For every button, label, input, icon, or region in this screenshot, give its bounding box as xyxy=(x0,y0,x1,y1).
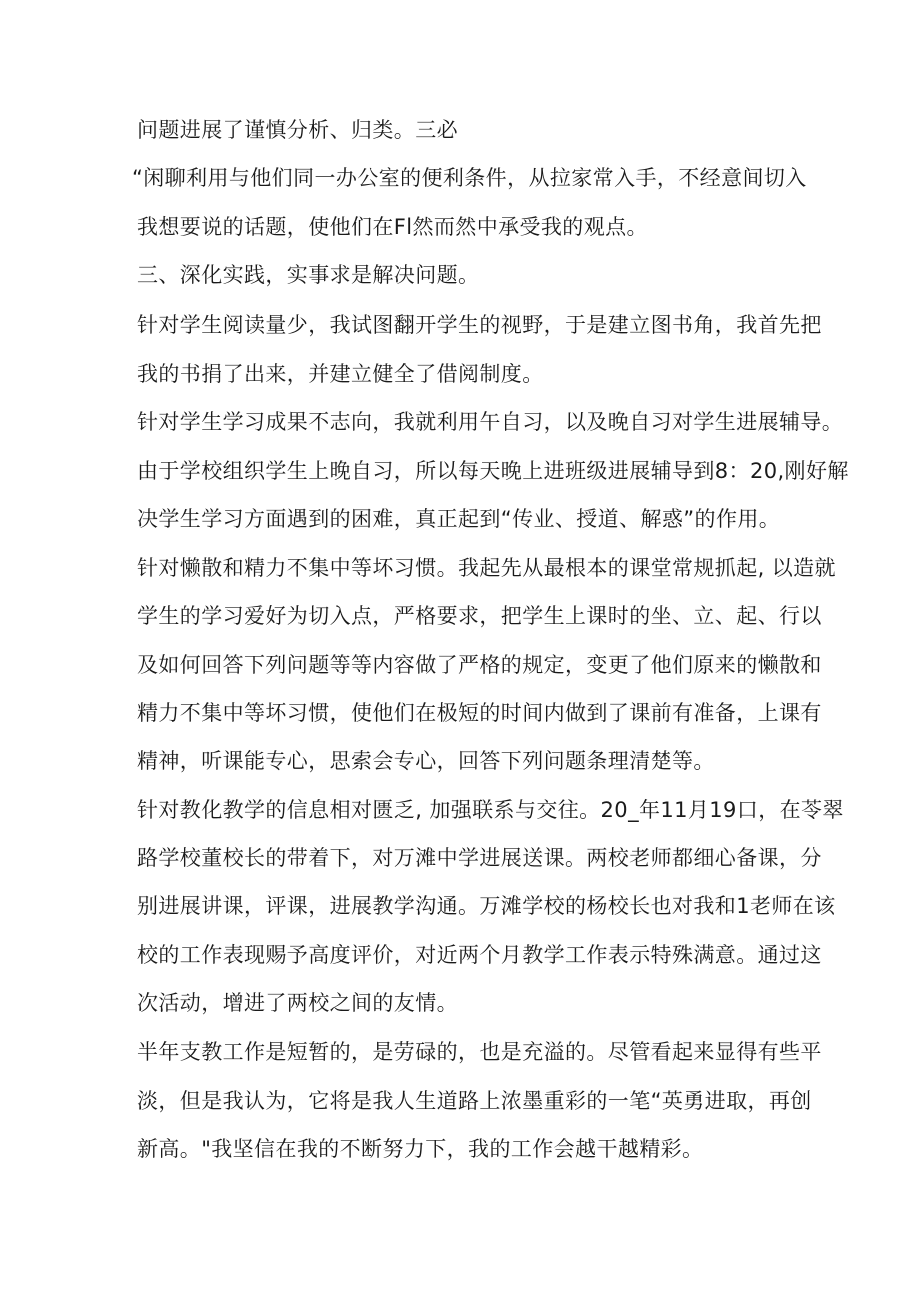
text-line: 次活动，增进了两校之间的友情。 xyxy=(137,991,458,1015)
text-line: “闲聊利用与他们同一办公室的便利条件，从拉家常入手，不经意间切入 xyxy=(132,166,807,190)
text-line: 我想要说的话题，使他们在Fl然而然中承受我的观点。 xyxy=(137,215,648,239)
text-line: 针对学生学习成果不志向，我就利用午自习，以及晚自习对学生进展辅导。 xyxy=(137,410,844,434)
text-line: 三、深化实践，实事求是解决问题。 xyxy=(137,263,480,287)
text-line: 淡，但是我认为，它将是我人生道路上浓墨重彩的一笔“英勇进取，再创 xyxy=(137,1089,812,1113)
text-line: 校的工作表现赐予高度评价，对近两个月教学工作表示特殊满意。通过这 xyxy=(137,943,822,967)
text-line: 由于学校组织学生上晚自习，所以每天晚上进班级进展辅导到8：20,刚好解 xyxy=(137,459,849,483)
text-line: 别进展讲课，评课，进展教学沟通。万滩学校的杨校长也对我和1老师在该 xyxy=(137,894,836,918)
text-line: 新高。"我坚信在我的不断努力下，我的工作会越干越精彩。 xyxy=(137,1137,704,1161)
text-line: 精力不集中等坏习惯，使他们在极短的时间内做到了课前有准备，上课有 xyxy=(137,701,822,725)
text-line: 学生的学习爱好为切入点，严格要求，把学生上课时的坐、立、起、行以 xyxy=(137,604,822,628)
text-line: 针对教化教学的信息相对匮乏, 加强联系与交往。20_年11月19口，在苓翠 xyxy=(137,798,844,822)
text-line: 我的书捐了出来，并建立健全了借阅制度。 xyxy=(137,362,544,386)
text-line: 及如何回答下列问题等等内容做了严格的规定，变更了他们原来的懒散和 xyxy=(137,653,822,677)
text-line: 决学生学习方面遇到的困难，真正起到“传业、授道、解惑”的作用。 xyxy=(137,507,781,531)
text-line: 路学校董校长的带着下，对万滩中学进展送课。两校老师都细心备课，分 xyxy=(137,846,822,870)
text-line: 针对学生阅读量少，我试图翻开学生的视野，于是建立图书角，我首先把 xyxy=(137,313,822,337)
text-line: 精神，听课能专心，思索会专心，回答下列问题条理清楚等。 xyxy=(137,749,715,773)
text-line: 针对懒散和精力不集中等坏习惯。我起先从最根本的课堂常规抓起, 以造就 xyxy=(137,556,836,580)
text-line: 半年支教工作是短暂的，是劳碌的，也是充溢的。尽管看起来显得有些平 xyxy=(137,1040,822,1064)
text-line: 问题进展了谨慎分析、归类。三必 xyxy=(137,118,458,142)
